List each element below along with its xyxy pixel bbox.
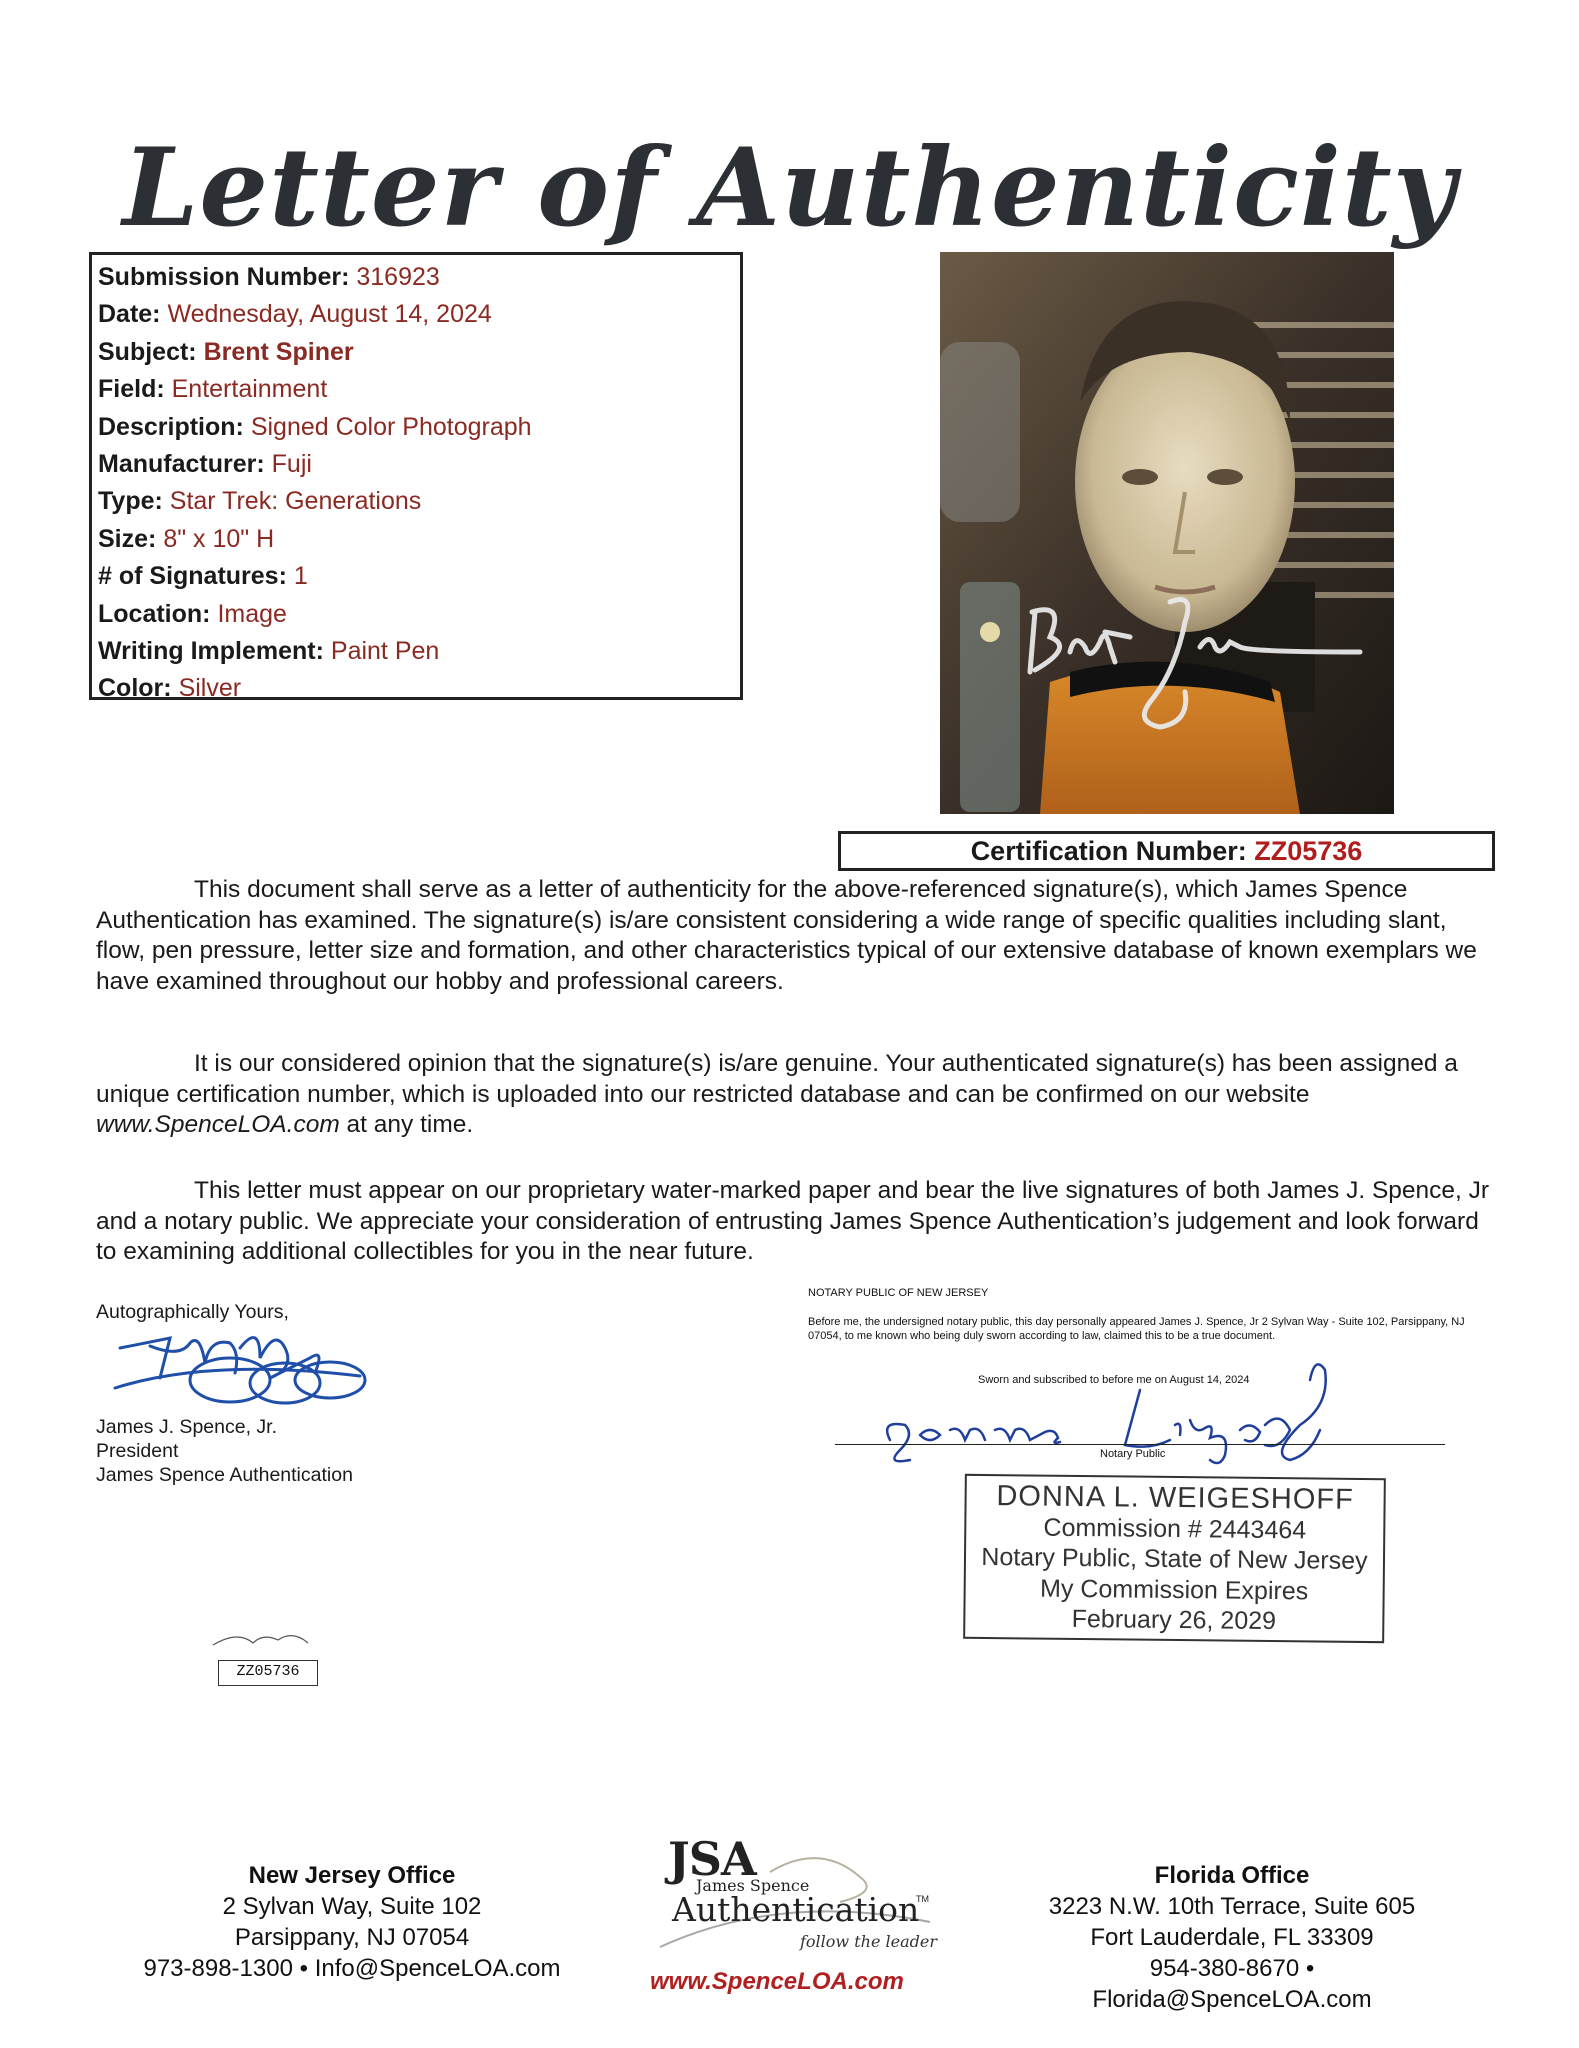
field-label: Manufacturer:: [98, 449, 265, 478]
footer-fl-office: [1022, 1860, 1442, 2015]
stamp-expires-date: February 26, 2029: [1071, 1604, 1277, 1636]
field-label: Date:: [98, 300, 161, 329]
info-row-location: [98, 596, 734, 633]
info-row-signature-count: [98, 558, 734, 595]
stamp-state: Notary Public, State of New Jersey: [981, 1542, 1368, 1576]
field-value: Image: [217, 599, 287, 628]
paragraph-text: This document shall serve as a letter of authenticity for the above-referenced signature(s), which James Spence Authentication has examined. The signature(s) is/are consistent considering a wide range of specific qualities including slant, flow, pen pressure, letter size and formation, and other characteristics typical of our extensive database of known exemplars we have examined throughout our hobby and professional careers.: [96, 876, 1477, 995]
certification-label: Certification Number:: [970, 836, 1247, 866]
paragraph-examination: [96, 875, 1496, 997]
jsa-logo-word: Authentication: [672, 1890, 920, 1929]
field-value: Brent Spiner: [203, 337, 354, 366]
signer-company: James Spence Authentication: [96, 1464, 353, 1486]
field-value: Fuji: [271, 449, 312, 478]
info-row-date: [98, 296, 734, 333]
bullet-separator: •: [1305, 1955, 1315, 1982]
fl-office-phone: 954-380-8670: [1149, 1955, 1300, 1982]
jsa-logo-sub: James Spence: [696, 1876, 810, 1895]
info-row-field: [98, 371, 734, 408]
paragraph-text: This letter must appear on our proprietary water-marked paper and bear the live signatures of both James J. Spence, Jr and a notary public. We appreciate your consideration of entrusting James Spence Authentication’s judgement and look forward to examining additional collectibles for you in the near future.: [96, 1177, 1490, 1265]
notary-stamp: [963, 1474, 1386, 1643]
field-label: # of Signatures:: [98, 562, 287, 591]
nj-office-heading: New Jersey Office: [248, 1862, 456, 1889]
nj-office-email[interactable]: Info@SpenceLOA.com: [314, 1955, 561, 1982]
info-row-manufacturer: [98, 446, 734, 483]
info-row-type: [98, 483, 734, 520]
stamp-expires-label: My Commission Expires: [1039, 1574, 1309, 1605]
nj-office-address-line1: 2 Sylvan Way, Suite 102: [222, 1893, 482, 1920]
bullet-separator: •: [299, 1955, 315, 1982]
field-value: 316923: [356, 263, 440, 291]
field-value: Star Trek: Generations: [169, 487, 422, 516]
field-value: Wednesday, August 14, 2024: [167, 300, 492, 329]
info-row-description: [98, 409, 734, 446]
field-label: Color:: [98, 674, 172, 703]
hologram-sticker-signature: [208, 1625, 318, 1655]
paragraph-text: It is our considered opinion that the signature(s) is/are genuine. Your authenticated signature(s) has been assigned a unique certification number, which is uploaded into our restricted database and can be confirmed on our website: [96, 1050, 1458, 1108]
paragraph-opinion: [96, 1049, 1496, 1141]
fl-office-heading: Florida Office: [1154, 1862, 1310, 1889]
field-label: Location:: [98, 599, 211, 628]
fl-office-address-line1: 3223 N.W. 10th Terrace, Suite 605: [1048, 1893, 1416, 1920]
field-value: Paint Pen: [330, 636, 440, 665]
field-label: Description:: [98, 412, 244, 441]
hologram-sticker: ZZ05736: [218, 1660, 318, 1686]
paragraph-paper: [96, 1176, 1496, 1268]
field-label: Submission Number:: [98, 263, 350, 291]
footer-nj-office: [142, 1860, 562, 1984]
jsa-logo-mark: JSA: [668, 1832, 756, 1886]
jsa-logo-url[interactable]: www.SpenceLOA.com: [650, 1968, 904, 1995]
info-row-size: [98, 521, 734, 558]
nj-office-phone: 973-898-1300: [143, 1955, 293, 1982]
jsa-logo: [630, 1832, 950, 2022]
info-row-submission-number: [98, 259, 734, 296]
notary-heading: NOTARY PUBLIC OF NEW JERSEY: [808, 1287, 989, 1299]
fl-office-address-line2: Fort Lauderdale, FL 33309: [1090, 1924, 1374, 1951]
jsa-logo-tagline: follow the leader: [800, 1932, 937, 1951]
field-value: Entertainment: [171, 375, 328, 404]
field-label: Writing Implement:: [98, 636, 324, 665]
document-title: Letter of Authenticity: [122, 125, 1457, 251]
paragraph-text: at any time.: [339, 1111, 474, 1138]
info-row-subject: [98, 334, 734, 371]
nj-office-address-line2: Parsippany, NJ 07054: [234, 1924, 470, 1951]
nj-office-contact: [142, 1953, 562, 1984]
notary-sworn: Sworn and subscribed to before me on August 14, 2024: [978, 1374, 1250, 1386]
field-value: 1: [293, 562, 308, 591]
spence-signature: [110, 1318, 370, 1418]
certification-number-box: [838, 831, 1495, 871]
field-label: Type:: [98, 487, 163, 516]
photograph-image: [940, 252, 1394, 814]
notary-line-label: Notary Public: [1100, 1448, 1166, 1460]
fl-office-email[interactable]: Florida@SpenceLOA.com: [1092, 1986, 1372, 2013]
field-value: Silver: [178, 674, 242, 703]
signed-photograph: [940, 252, 1394, 814]
stamp-commission: Commission # 2443464: [1043, 1513, 1307, 1544]
jsa-logo-tm: TM: [916, 1894, 929, 1904]
notary-statement: Before me, the undersigned notary public, this day personally appeared James J. Spence, Jr 2 Sylvan Way - Suite 102, Parsippany, NJ 07054, to me known who being duly sworn according to law, claimed this to be a true document.: [808, 1316, 1465, 1342]
field-value: 8" x 10" H: [163, 524, 275, 553]
stamp-name: DONNA L. WEIGESHOFF: [996, 1480, 1354, 1516]
signer-name: James J. Spence, Jr.: [96, 1416, 277, 1438]
field-label: Subject:: [98, 337, 197, 366]
certification-number: ZZ05736: [1254, 836, 1363, 866]
notary-signature-line: [835, 1444, 1445, 1445]
signoff-closing: Autographically Yours,: [96, 1301, 289, 1323]
field-label: Field:: [98, 375, 165, 404]
field-label: Size:: [98, 524, 157, 553]
website-link[interactable]: www.SpenceLOA.com: [96, 1111, 340, 1138]
info-row-writing-implement: [98, 633, 734, 670]
fl-office-contact: [1022, 1953, 1442, 2015]
info-row-color: [98, 670, 734, 707]
signer-role: President: [96, 1440, 179, 1462]
field-value: Signed Color Photograph: [250, 412, 532, 441]
submission-info-box: [89, 252, 743, 703]
